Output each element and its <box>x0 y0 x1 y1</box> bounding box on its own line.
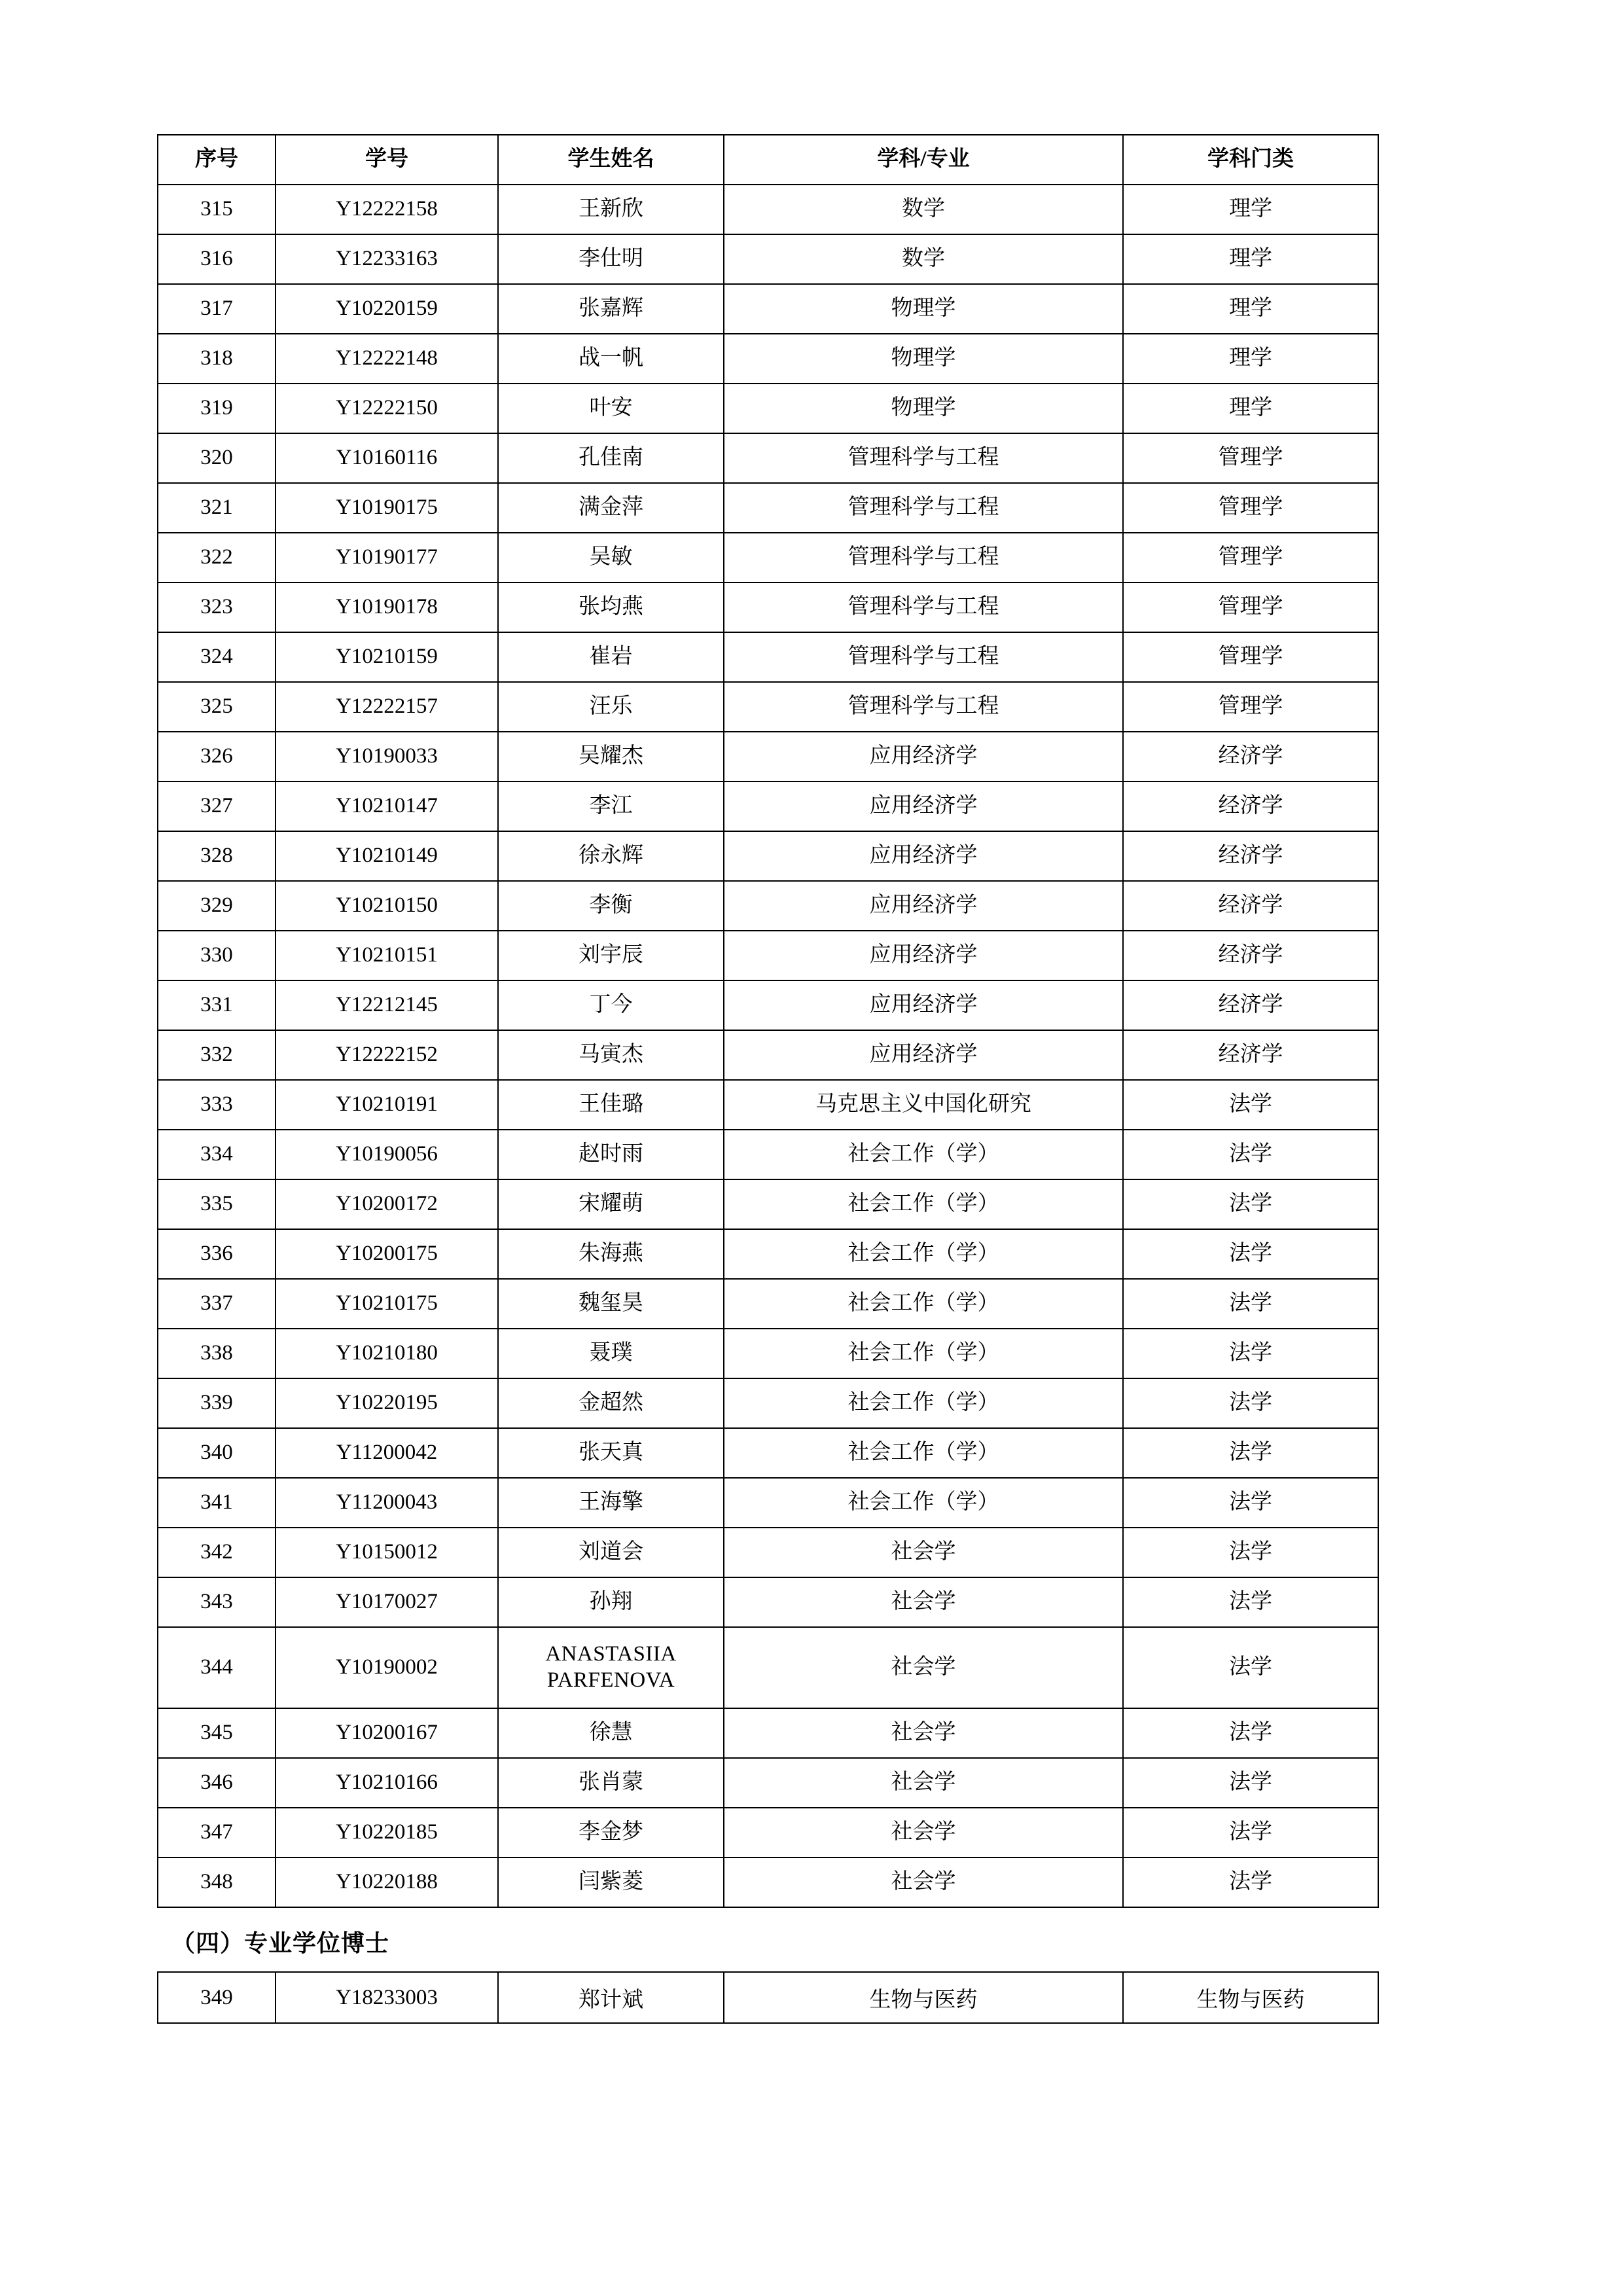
cell-category: 管理学 <box>1123 583 1378 632</box>
cell-student-name: 王佳璐 <box>498 1080 724 1130</box>
cell-student-id: Y10150012 <box>276 1528 498 1577</box>
cell-category: 理学 <box>1123 334 1378 384</box>
cell-category: 法学 <box>1123 1758 1378 1808</box>
table-row <box>158 433 1378 483</box>
cell-category: 理学 <box>1123 185 1378 234</box>
table-header-row <box>158 135 1378 185</box>
table-row <box>158 533 1378 583</box>
cell-category: 管理学 <box>1123 632 1378 682</box>
cell-student-id: Y10210180 <box>276 1329 498 1378</box>
cell-category: 生物与医药 <box>1123 1972 1378 2023</box>
cell-category: 法学 <box>1123 1478 1378 1528</box>
cell-student-id: Y10190002 <box>276 1627 498 1708</box>
cell-major: 应用经济学 <box>724 781 1123 831</box>
cell-seq: 333 <box>158 1080 276 1130</box>
table-row <box>158 980 1378 1030</box>
cell-student-id: Y12212145 <box>276 980 498 1030</box>
cell-student-id: Y10210149 <box>276 831 498 881</box>
cell-major: 应用经济学 <box>724 1030 1123 1080</box>
cell-major: 社会工作（学） <box>724 1478 1123 1528</box>
cell-student-name: 赵时雨 <box>498 1130 724 1179</box>
cell-category: 法学 <box>1123 1708 1378 1758</box>
cell-major: 管理科学与工程 <box>724 433 1123 483</box>
cell-student-name: 刘道会 <box>498 1528 724 1577</box>
table-row <box>158 732 1378 781</box>
cell-student-id: Y12233163 <box>276 234 498 284</box>
cell-category: 法学 <box>1123 1808 1378 1857</box>
cell-student-name: ANASTASIIA PARFENOVA <box>498 1627 724 1708</box>
table-row <box>158 781 1378 831</box>
table-row <box>158 1130 1378 1179</box>
cell-category: 管理学 <box>1123 533 1378 583</box>
cell-student-id: Y10200175 <box>276 1229 498 1279</box>
cell-category: 法学 <box>1123 1229 1378 1279</box>
table-row <box>158 1708 1378 1758</box>
cell-major: 管理科学与工程 <box>724 583 1123 632</box>
cell-major: 社会工作（学） <box>724 1179 1123 1229</box>
cell-seq: 336 <box>158 1229 276 1279</box>
cell-category: 经济学 <box>1123 1030 1378 1080</box>
cell-seq: 346 <box>158 1758 276 1808</box>
cell-major: 数学 <box>724 234 1123 284</box>
cell-student-id: Y18233003 <box>276 1972 498 2023</box>
cell-student-name: 吴敏 <box>498 533 724 583</box>
cell-student-name: 宋耀萌 <box>498 1179 724 1229</box>
cell-major: 社会学 <box>724 1577 1123 1627</box>
column-header-seq: 序号 <box>158 135 276 185</box>
cell-student-id: Y10210147 <box>276 781 498 831</box>
table-row <box>158 1528 1378 1577</box>
cell-student-id: Y10190033 <box>276 732 498 781</box>
cell-student-name: 聂璞 <box>498 1329 724 1378</box>
cell-student-id: Y10220185 <box>276 1808 498 1857</box>
cell-student-name: 朱海燕 <box>498 1229 724 1279</box>
cell-seq: 347 <box>158 1808 276 1857</box>
cell-seq: 334 <box>158 1130 276 1179</box>
cell-major: 社会学 <box>724 1808 1123 1857</box>
cell-category: 管理学 <box>1123 682 1378 732</box>
cell-category: 法学 <box>1123 1130 1378 1179</box>
table-row <box>158 931 1378 980</box>
cell-student-id: Y10190178 <box>276 583 498 632</box>
cell-category: 经济学 <box>1123 881 1378 931</box>
cell-student-name: 徐永辉 <box>498 831 724 881</box>
cell-seq: 340 <box>158 1428 276 1478</box>
cell-major: 社会工作（学） <box>724 1329 1123 1378</box>
cell-seq: 326 <box>158 732 276 781</box>
cell-student-name: 闫紫菱 <box>498 1857 724 1907</box>
table-row <box>158 1229 1378 1279</box>
cell-student-name: 金超然 <box>498 1378 724 1428</box>
cell-student-id: Y12222152 <box>276 1030 498 1080</box>
cell-major: 生物与医药 <box>724 1972 1123 2023</box>
cell-student-id: Y10190056 <box>276 1130 498 1179</box>
cell-student-name: 丁今 <box>498 980 724 1030</box>
cell-student-id: Y12222157 <box>276 682 498 732</box>
cell-seq: 329 <box>158 881 276 931</box>
table-row <box>158 1577 1378 1627</box>
table-row <box>158 1758 1378 1808</box>
cell-major: 应用经济学 <box>724 980 1123 1030</box>
cell-major: 社会工作（学） <box>724 1378 1123 1428</box>
table-row <box>158 1972 1378 2023</box>
cell-major: 社会学 <box>724 1857 1123 1907</box>
cell-category: 法学 <box>1123 1528 1378 1577</box>
cell-major: 马克思主义中国化研究 <box>724 1080 1123 1130</box>
cell-major: 社会工作（学） <box>724 1229 1123 1279</box>
cell-major: 社会工作（学） <box>724 1130 1123 1179</box>
cell-major: 应用经济学 <box>724 732 1123 781</box>
cell-seq: 318 <box>158 334 276 384</box>
cell-seq: 343 <box>158 1577 276 1627</box>
cell-category: 法学 <box>1123 1857 1378 1907</box>
cell-major: 社会学 <box>724 1528 1123 1577</box>
cell-student-name: 徐慧 <box>498 1708 724 1758</box>
cell-student-id: Y10210175 <box>276 1279 498 1329</box>
cell-category: 法学 <box>1123 1428 1378 1478</box>
cell-student-name: 郑计斌 <box>498 1972 724 2023</box>
table-row <box>158 334 1378 384</box>
cell-major: 社会工作（学） <box>724 1279 1123 1329</box>
cell-seq: 322 <box>158 533 276 583</box>
table-row <box>158 1808 1378 1857</box>
student-roster-table <box>157 134 1379 1908</box>
cell-major: 应用经济学 <box>724 931 1123 980</box>
column-header-category: 学科门类 <box>1123 135 1378 185</box>
cell-major: 管理科学与工程 <box>724 483 1123 533</box>
table-row <box>158 682 1378 732</box>
cell-category: 管理学 <box>1123 483 1378 533</box>
cell-category: 理学 <box>1123 234 1378 284</box>
table-row <box>158 1329 1378 1378</box>
table-row <box>158 1080 1378 1130</box>
cell-seq: 349 <box>158 1972 276 2023</box>
cell-major: 社会学 <box>724 1758 1123 1808</box>
cell-major: 物理学 <box>724 334 1123 384</box>
cell-seq: 321 <box>158 483 276 533</box>
table-row <box>158 185 1378 234</box>
cell-major: 应用经济学 <box>724 831 1123 881</box>
cell-category: 理学 <box>1123 284 1378 334</box>
table-row <box>158 1857 1378 1907</box>
cell-seq: 331 <box>158 980 276 1030</box>
column-header-student-name: 学生姓名 <box>498 135 724 185</box>
cell-major: 数学 <box>724 185 1123 234</box>
cell-student-id: Y11200042 <box>276 1428 498 1478</box>
table-row <box>158 234 1378 284</box>
cell-student-name: 张嘉辉 <box>498 284 724 334</box>
cell-student-id: Y12222148 <box>276 334 498 384</box>
cell-student-id: Y10210150 <box>276 881 498 931</box>
cell-seq: 315 <box>158 185 276 234</box>
cell-major: 应用经济学 <box>724 881 1123 931</box>
cell-seq: 325 <box>158 682 276 732</box>
table-row <box>158 1378 1378 1428</box>
cell-category: 法学 <box>1123 1378 1378 1428</box>
table-row <box>158 483 1378 533</box>
cell-seq: 320 <box>158 433 276 483</box>
cell-student-id: Y10220188 <box>276 1857 498 1907</box>
cell-student-id: Y10210166 <box>276 1758 498 1808</box>
table-row <box>158 1627 1378 1708</box>
cell-category: 法学 <box>1123 1329 1378 1378</box>
cell-seq: 342 <box>158 1528 276 1577</box>
cell-student-id: Y10190175 <box>276 483 498 533</box>
cell-student-name: 王新欣 <box>498 185 724 234</box>
cell-student-name: 战一帆 <box>498 334 724 384</box>
cell-major: 物理学 <box>724 284 1123 334</box>
cell-category: 理学 <box>1123 384 1378 433</box>
cell-student-name: 刘宇辰 <box>498 931 724 980</box>
cell-student-name: 马寅杰 <box>498 1030 724 1080</box>
table-row <box>158 831 1378 881</box>
cell-category: 法学 <box>1123 1627 1378 1708</box>
cell-student-name: 张天真 <box>498 1428 724 1478</box>
table-row <box>158 632 1378 682</box>
cell-student-name: 李金梦 <box>498 1808 724 1857</box>
table-row <box>158 284 1378 334</box>
cell-category: 法学 <box>1123 1577 1378 1627</box>
cell-student-id: Y12222150 <box>276 384 498 433</box>
cell-seq: 328 <box>158 831 276 881</box>
cell-student-id: Y10200172 <box>276 1179 498 1229</box>
cell-major: 物理学 <box>724 384 1123 433</box>
cell-category: 经济学 <box>1123 831 1378 881</box>
table-row <box>158 1478 1378 1528</box>
cell-student-name: 崔岩 <box>498 632 724 682</box>
section-heading: （四）专业学位博士 <box>171 1930 390 1956</box>
cell-student-name: 孔佳南 <box>498 433 724 483</box>
cell-student-name: 李江 <box>498 781 724 831</box>
cell-student-name: 王海擎 <box>498 1478 724 1528</box>
cell-seq: 332 <box>158 1030 276 1080</box>
cell-seq: 327 <box>158 781 276 831</box>
cell-student-id: Y10210151 <box>276 931 498 980</box>
cell-student-id: Y10200167 <box>276 1708 498 1758</box>
cell-major: 社会学 <box>724 1708 1123 1758</box>
cell-student-name: 张均燕 <box>498 583 724 632</box>
cell-student-name: 张肖蒙 <box>498 1758 724 1808</box>
cell-student-name: 汪乐 <box>498 682 724 732</box>
cell-student-id: Y10190177 <box>276 533 498 583</box>
cell-category: 经济学 <box>1123 732 1378 781</box>
cell-seq: 324 <box>158 632 276 682</box>
cell-seq: 335 <box>158 1179 276 1229</box>
cell-seq: 330 <box>158 931 276 980</box>
cell-seq: 339 <box>158 1378 276 1428</box>
cell-student-id: Y10210191 <box>276 1080 498 1130</box>
cell-major: 社会工作（学） <box>724 1428 1123 1478</box>
table-body <box>158 185 1378 1907</box>
table-row <box>158 583 1378 632</box>
cell-category: 经济学 <box>1123 781 1378 831</box>
cell-seq: 341 <box>158 1478 276 1528</box>
cell-seq: 317 <box>158 284 276 334</box>
cell-student-name: 孙翔 <box>498 1577 724 1627</box>
table-row <box>158 1279 1378 1329</box>
cell-student-id: Y10210159 <box>276 632 498 682</box>
cell-major: 管理科学与工程 <box>724 682 1123 732</box>
cell-student-name: 魏玺昊 <box>498 1279 724 1329</box>
cell-seq: 316 <box>158 234 276 284</box>
cell-student-name: 李衡 <box>498 881 724 931</box>
cell-student-id: Y10160116 <box>276 433 498 483</box>
cell-category: 法学 <box>1123 1279 1378 1329</box>
cell-major: 管理科学与工程 <box>724 632 1123 682</box>
column-header-student-id: 学号 <box>276 135 498 185</box>
cell-student-id: Y10220159 <box>276 284 498 334</box>
cell-student-id: Y12222158 <box>276 185 498 234</box>
cell-seq: 319 <box>158 384 276 433</box>
table-row <box>158 1030 1378 1080</box>
column-header-major: 学科/专业 <box>724 135 1123 185</box>
cell-category: 法学 <box>1123 1179 1378 1229</box>
cell-student-name: 李仕明 <box>498 234 724 284</box>
cell-major: 管理科学与工程 <box>724 533 1123 583</box>
section-table-body <box>158 1972 1378 2023</box>
table-row <box>158 881 1378 931</box>
cell-seq: 337 <box>158 1279 276 1329</box>
cell-category: 管理学 <box>1123 433 1378 483</box>
cell-category: 经济学 <box>1123 931 1378 980</box>
table-row <box>158 1179 1378 1229</box>
cell-major: 社会学 <box>724 1627 1123 1708</box>
cell-student-name: 叶安 <box>498 384 724 433</box>
cell-student-id: Y11200043 <box>276 1478 498 1528</box>
cell-category: 经济学 <box>1123 980 1378 1030</box>
cell-student-id: Y10170027 <box>276 1577 498 1627</box>
cell-category: 法学 <box>1123 1080 1378 1130</box>
cell-seq: 348 <box>158 1857 276 1907</box>
cell-student-name: 满金萍 <box>498 483 724 533</box>
professional-doctorate-table <box>157 1971 1379 2024</box>
cell-seq: 338 <box>158 1329 276 1378</box>
cell-student-name: 吴耀杰 <box>498 732 724 781</box>
cell-student-id: Y10220195 <box>276 1378 498 1428</box>
cell-seq: 323 <box>158 583 276 632</box>
cell-seq: 344 <box>158 1627 276 1708</box>
table-row <box>158 1428 1378 1478</box>
table-row <box>158 384 1378 433</box>
cell-seq: 345 <box>158 1708 276 1758</box>
